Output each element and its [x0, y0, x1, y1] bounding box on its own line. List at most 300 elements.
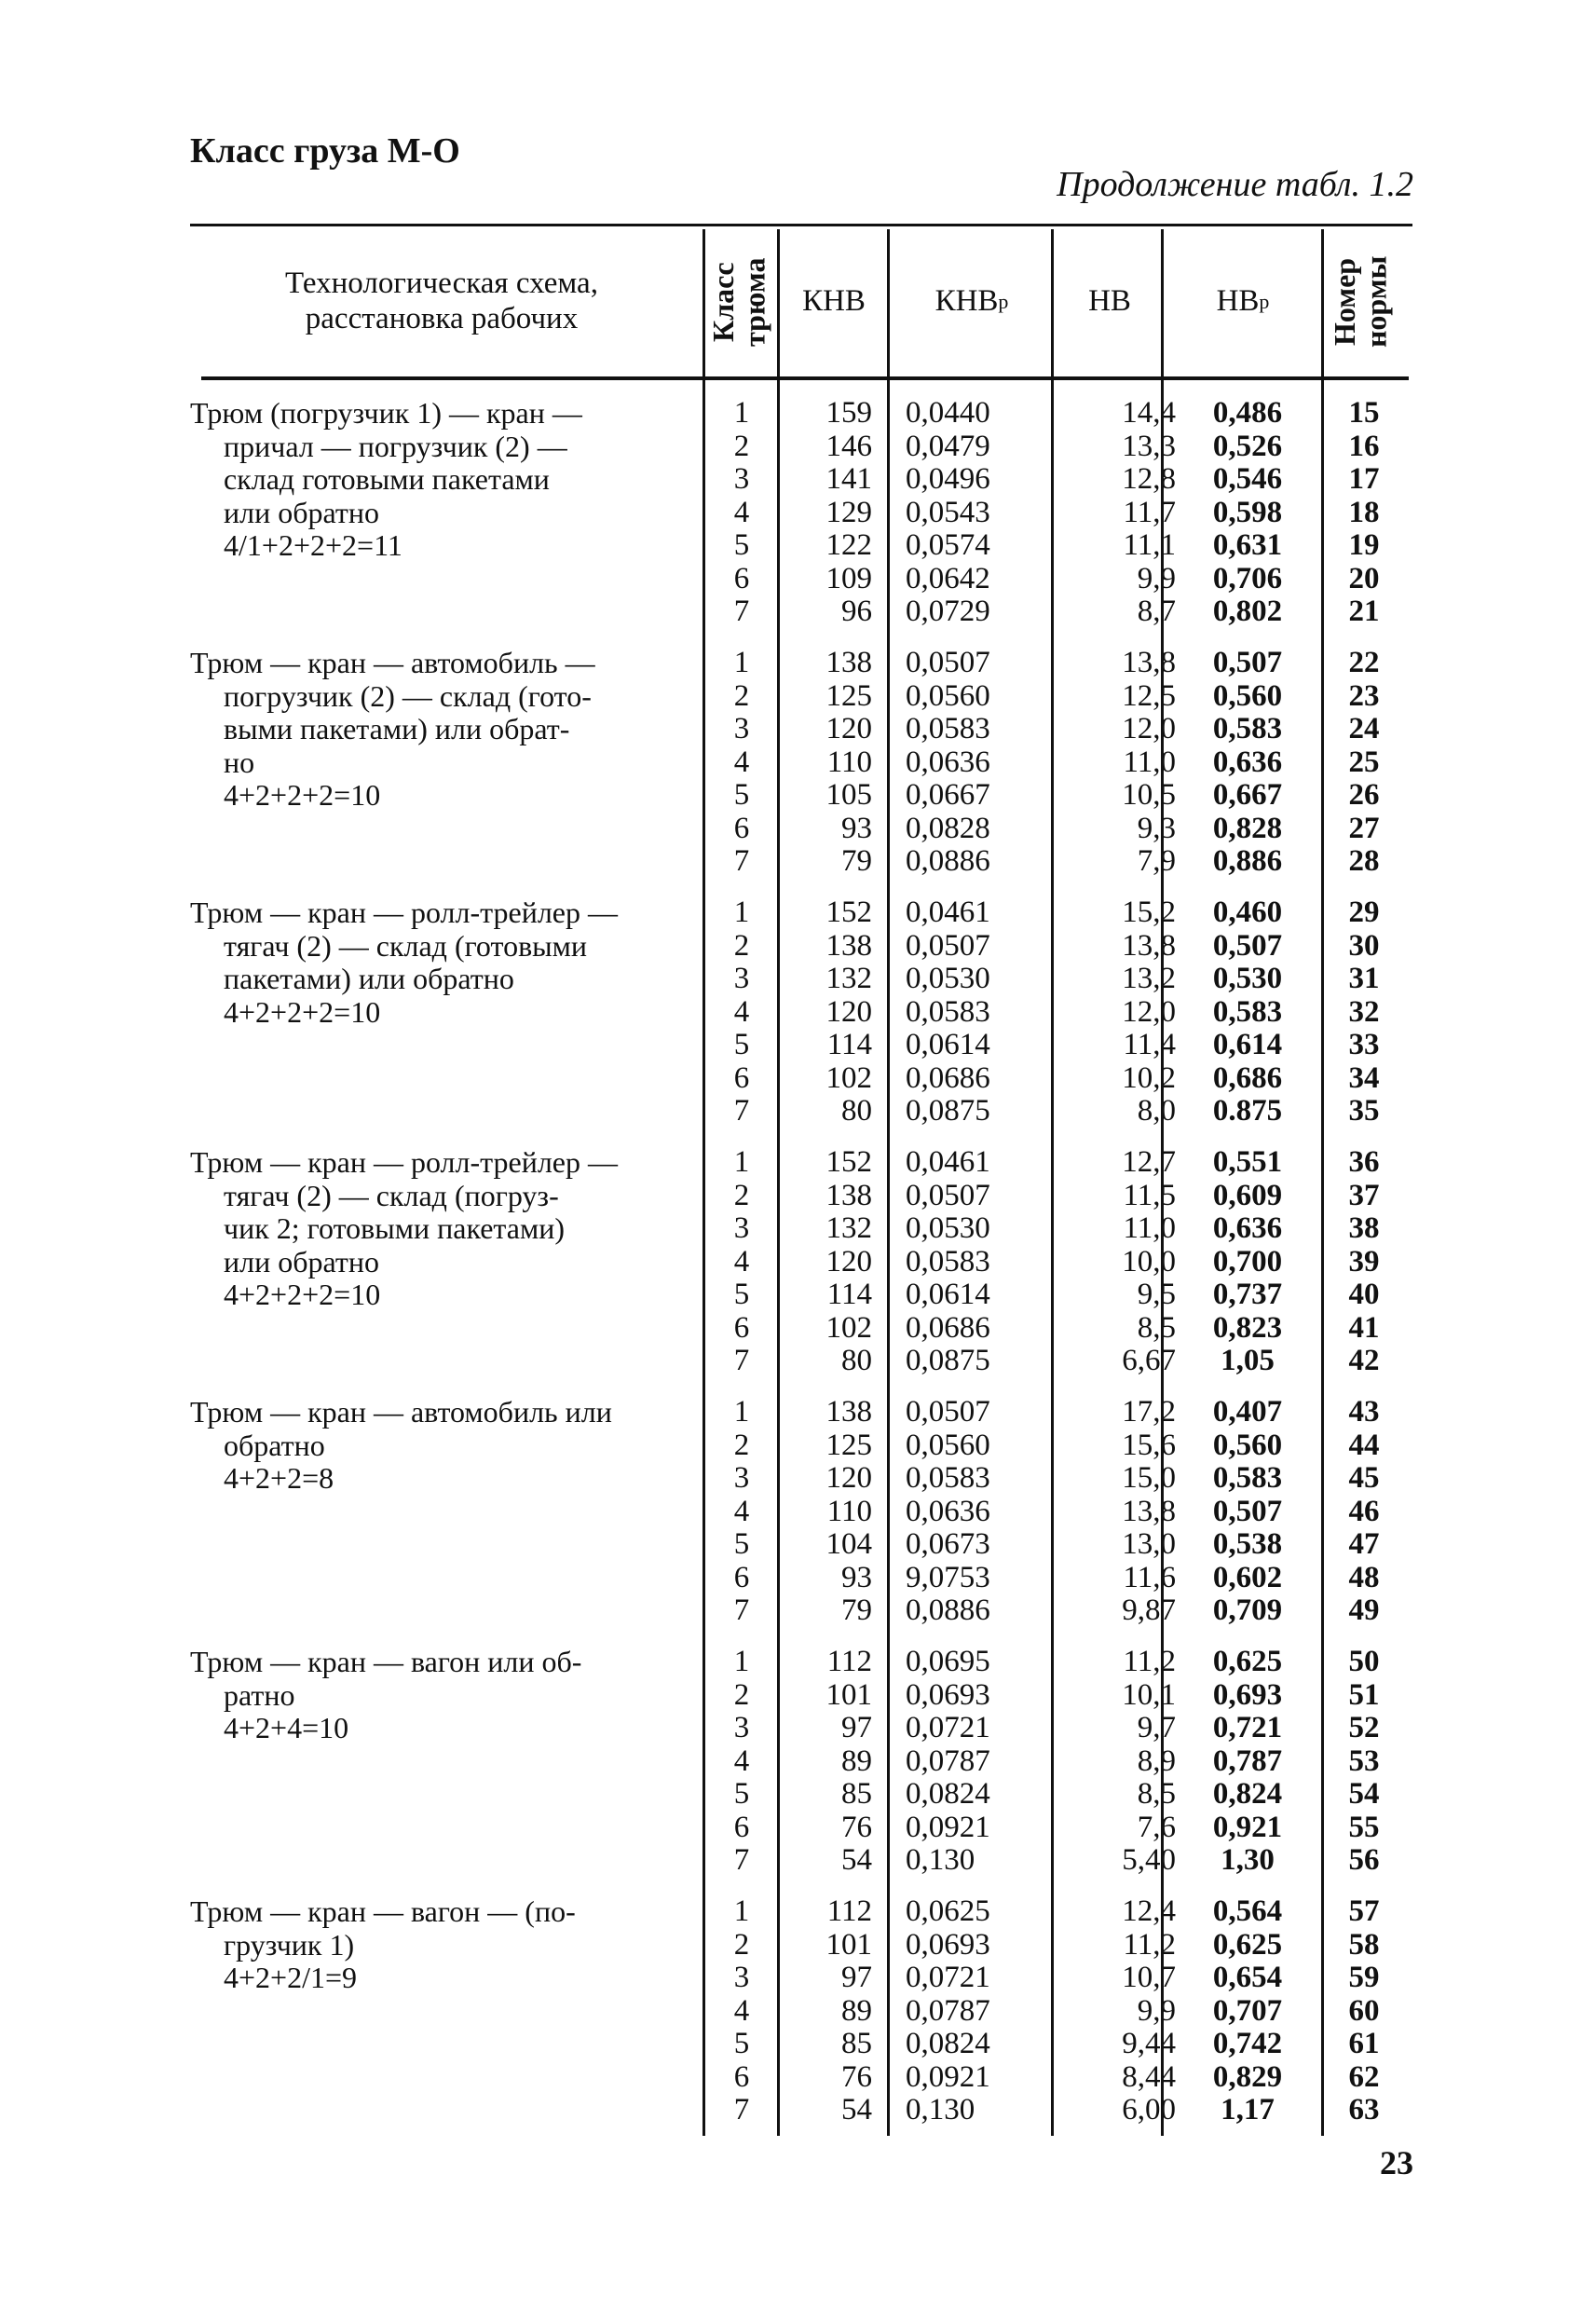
worker-formula: 4+2+2=8: [224, 1461, 334, 1495]
worker-formula: 4/1+2+2+2=11: [224, 528, 402, 562]
knv-cell: 93: [841, 811, 872, 845]
nv-cell: 12,8: [1122, 462, 1176, 496]
scheme-group: [190, 1888, 1412, 2138]
hold-class-cell: 4: [733, 1744, 750, 1778]
nvr-column: [1181, 1646, 1314, 1878]
nv-cell: 10,5: [1122, 778, 1176, 812]
norm-number-cell: 20: [1348, 561, 1380, 595]
knv-cell: 138: [825, 1395, 872, 1429]
nv-cell: 8,5: [1137, 1777, 1176, 1811]
hold-class-cell: 2: [733, 1927, 750, 1962]
header-hold-class-text: Класс трюма: [706, 257, 771, 347]
nv-column: [1066, 1146, 1176, 1378]
nvr-cell: 0,802: [1212, 595, 1283, 628]
table-header: [190, 227, 1412, 376]
hold-class-cell: 3: [733, 1211, 750, 1245]
norm-number-cell: 32: [1348, 994, 1380, 1029]
nv-cell: 11,5: [1123, 1178, 1176, 1212]
nvr-cell: 0,787: [1212, 1744, 1283, 1778]
hold-class-cell: 6: [733, 1060, 750, 1095]
nvr-cell: 0.875: [1212, 1094, 1283, 1128]
knvr-cell: 0,0530: [906, 962, 990, 995]
worker-formula: 4+2+2+2=10: [224, 1278, 381, 1311]
hold-class-cell: 7: [733, 1094, 750, 1128]
norm-number-cell: 23: [1348, 678, 1380, 713]
knvr-column: [906, 1146, 1051, 1378]
nv-cell: 10,7: [1122, 1961, 1176, 1994]
norm-number-cell: 52: [1348, 1711, 1380, 1744]
hold-class-cell: 7: [733, 1843, 750, 1877]
header-nv: НВ: [1088, 284, 1131, 319]
header-hold-class: [708, 227, 773, 376]
scheme-group: [190, 889, 1412, 1139]
nvr-cell: 0,625: [1212, 1927, 1283, 1962]
knvr-column: [906, 1895, 1051, 2127]
header-rule: [201, 376, 1409, 380]
knvr-cell: 0,0530: [906, 1211, 990, 1245]
hold-class-cell: 6: [733, 811, 750, 845]
knv-cell: 110: [826, 1494, 872, 1528]
nv-cell: 8,0: [1137, 1094, 1176, 1128]
scheme-text-line: грузчик 1): [224, 1927, 355, 1962]
knvr-cell: 0,0583: [906, 994, 990, 1029]
knvr-cell: 0,0921: [906, 1810, 990, 1844]
knvr-cell: 0,0673: [906, 1527, 990, 1561]
nvr-cell: 0,667: [1212, 778, 1283, 812]
knv-cell: 110: [826, 745, 872, 779]
hold-class-cell: 6: [733, 1810, 750, 1844]
norm-number-column: [1327, 896, 1401, 1128]
knv-cell: 102: [825, 1060, 872, 1095]
header-knv: КНВ: [802, 284, 866, 319]
hold-class-cell: 2: [733, 1428, 750, 1462]
norm-number-cell: 57: [1348, 1894, 1380, 1928]
knv-cell: 89: [841, 1744, 872, 1778]
hold-class-cell: 5: [733, 2027, 750, 2060]
knvr-cell: 0,0583: [906, 1244, 990, 1279]
knvr-cell: 0,0479: [906, 429, 990, 463]
knv-column: [783, 1646, 872, 1878]
nv-cell: 13,8: [1122, 928, 1176, 963]
knvr-cell: 0,0729: [906, 595, 990, 628]
knv-column: [783, 1895, 872, 2127]
norm-number-column: [1327, 397, 1401, 629]
nv-column: [1066, 896, 1176, 1128]
hold-class-cell: 3: [733, 962, 750, 995]
knv-cell: 109: [825, 561, 872, 595]
norm-number-cell: 37: [1348, 1178, 1380, 1212]
knv-cell: 146: [825, 429, 872, 463]
scheme-text-line: Трюм — кран — ролл-трейлер —: [190, 896, 618, 929]
hold-class-cell: 6: [733, 561, 750, 595]
hold-class-cell: 4: [733, 1494, 750, 1528]
scheme-text-line: тягач (2) — склад (погруз-: [224, 1178, 559, 1212]
knv-cell: 120: [825, 1461, 872, 1495]
norm-number-column: [1327, 1396, 1401, 1628]
scheme-text-line: Трюм — кран — ролл-трейлер —: [190, 1145, 618, 1179]
knvr-cell: 0,0686: [906, 1310, 990, 1345]
knv-cell: 138: [825, 928, 872, 963]
scheme-description: [190, 1146, 701, 1312]
nv-cell: 9,7: [1137, 1711, 1176, 1744]
nvr-cell: 0,625: [1212, 1645, 1283, 1678]
hold-class-cell: 7: [733, 844, 750, 878]
nvr-cell: 0,693: [1212, 1677, 1283, 1712]
knvr-cell: 0,0440: [906, 396, 990, 430]
norm-number-cell: 63: [1348, 2093, 1380, 2126]
norm-number-cell: 39: [1348, 1244, 1380, 1279]
knv-cell: 120: [825, 994, 872, 1029]
knv-cell: 79: [841, 844, 872, 878]
hold-class-cell: 1: [733, 1645, 750, 1678]
knv-cell: 54: [841, 2093, 872, 2126]
knvr-cell: 0,0921: [906, 2059, 990, 2094]
hold-class-column: [716, 1895, 768, 2127]
scheme-text-line: тягач (2) — склад (готовыми: [224, 928, 588, 963]
knvr-cell: 0,0695: [906, 1645, 990, 1678]
hold-class-cell: 4: [733, 994, 750, 1029]
norm-number-cell: 59: [1348, 1961, 1380, 1994]
norm-number-cell: 25: [1348, 745, 1380, 779]
knvr-cell: 0,0461: [906, 896, 990, 929]
hold-class-cell: 6: [733, 1310, 750, 1345]
knv-cell: 80: [841, 1344, 872, 1377]
nv-cell: 12,7: [1122, 1145, 1176, 1179]
knv-cell: 152: [825, 1145, 872, 1179]
nv-cell: 12,5: [1122, 678, 1176, 713]
header-nvr: [1165, 227, 1321, 376]
knv-cell: 76: [841, 2059, 872, 2094]
knvr-cell: 0,130: [906, 1843, 975, 1877]
nv-cell: 11,2: [1123, 1645, 1176, 1678]
scheme-text-line: Трюм — кран — автомобиль —: [190, 646, 595, 679]
nv-cell: 12,0: [1122, 994, 1176, 1029]
knvr-cell: 0,0693: [906, 1677, 990, 1712]
hold-class-cell: 1: [733, 396, 750, 430]
scheme-description: [190, 397, 701, 563]
knv-cell: 125: [825, 678, 872, 713]
hold-class-cell: 4: [733, 745, 750, 779]
norm-number-cell: 48: [1348, 1560, 1380, 1594]
scheme-text-line: но: [224, 745, 255, 779]
knv-column: [783, 1146, 872, 1378]
nvr-cell: 0,636: [1212, 745, 1283, 779]
hold-class-cell: 5: [733, 1278, 750, 1311]
nvr-cell: 0,460: [1212, 896, 1283, 929]
knv-cell: 76: [841, 1810, 872, 1844]
nv-cell: 13,8: [1122, 646, 1176, 679]
nv-cell: 13,2: [1122, 962, 1176, 995]
norm-number-cell: 33: [1348, 1028, 1380, 1061]
nv-cell: 8,44: [1122, 2059, 1176, 2094]
hold-class-cell: 5: [733, 1527, 750, 1561]
scheme-text-line: чик 2; готовыми пакетами): [224, 1211, 565, 1245]
nvr-cell: 0,829: [1212, 2059, 1283, 2094]
knv-cell: 112: [826, 1645, 872, 1678]
nv-cell: 15,0: [1122, 1461, 1176, 1495]
nv-cell: 8,7: [1137, 595, 1176, 628]
nvr-cell: 0,824: [1212, 1777, 1283, 1811]
knvr-cell: 0,0886: [906, 1593, 990, 1627]
nvr-cell: 0,583: [1212, 994, 1283, 1029]
nvr-cell: 0,507: [1212, 646, 1283, 679]
header-norm-number: [1325, 227, 1409, 376]
knv-cell: 101: [825, 1677, 872, 1712]
norm-number-cell: 28: [1348, 844, 1380, 878]
knvr-cell: 0,0875: [906, 1094, 990, 1128]
norm-number-cell: 38: [1348, 1211, 1380, 1245]
knv-cell: 159: [825, 396, 872, 430]
nv-cell: 10,1: [1122, 1677, 1176, 1712]
header-nvr-sub: р: [1259, 290, 1270, 314]
knvr-cell: 0,0507: [906, 1395, 990, 1429]
knvr-cell: 9,0753: [906, 1560, 990, 1594]
knv-cell: 152: [825, 896, 872, 929]
knv-cell: 80: [841, 1094, 872, 1128]
norm-number-cell: 41: [1348, 1310, 1380, 1345]
knv-cell: 132: [825, 1211, 872, 1245]
nvr-cell: 0,721: [1212, 1711, 1283, 1744]
norm-number-cell: 29: [1348, 896, 1380, 929]
hold-class-cell: 3: [733, 1961, 750, 1994]
hold-class-cell: 1: [733, 1395, 750, 1429]
knvr-cell: 0,0824: [906, 1777, 990, 1811]
norm-number-cell: 49: [1348, 1593, 1380, 1627]
knvr-cell: 0,0507: [906, 646, 990, 679]
norm-number-cell: 22: [1348, 646, 1380, 679]
scheme-group: [190, 639, 1412, 889]
table-continuation-note: Продолжение табл. 1.2: [1057, 165, 1413, 204]
hold-class-cell: 5: [733, 1777, 750, 1811]
knv-cell: 97: [841, 1961, 872, 1994]
knvr-cell: 0,0686: [906, 1060, 990, 1095]
knvr-cell: 0,0583: [906, 712, 990, 745]
nv-cell: 12,0: [1122, 712, 1176, 745]
knv-cell: 102: [825, 1310, 872, 1345]
nvr-cell: 0,709: [1212, 1593, 1283, 1627]
nv-column: [1066, 1895, 1176, 2127]
knvr-cell: 0,0636: [906, 745, 990, 779]
scheme-text-line: Трюм — кран — вагон — (по-: [190, 1894, 576, 1928]
knv-cell: 85: [841, 2027, 872, 2060]
scheme-text-line: или обратно: [224, 495, 379, 529]
nvr-cell: 0,407: [1212, 1395, 1283, 1429]
knvr-cell: 0,0824: [906, 2027, 990, 2060]
scheme-text-line: склад готовыми пакетами: [224, 462, 550, 496]
knvr-column: [906, 397, 1051, 629]
nv-cell: 11,0: [1123, 745, 1176, 779]
norm-number-cell: 21: [1348, 595, 1380, 628]
nv-cell: 15,6: [1122, 1428, 1176, 1462]
nv-cell: 8,5: [1137, 1310, 1176, 1345]
hold-class-column: [716, 647, 768, 879]
nv-cell: 13,3: [1122, 429, 1176, 463]
norm-number-cell: 55: [1348, 1810, 1380, 1844]
header-nvr-base: НВ: [1216, 284, 1260, 319]
header-knvr-sub: р: [998, 290, 1009, 314]
hold-class-cell: 2: [733, 429, 750, 463]
norm-number-column: [1327, 1146, 1401, 1378]
knvr-cell: 0,0625: [906, 1894, 990, 1928]
knvr-cell: 0,0496: [906, 462, 990, 496]
nv-cell: 10,0: [1122, 1244, 1176, 1279]
norm-number-cell: 44: [1348, 1428, 1380, 1462]
knv-cell: 120: [825, 712, 872, 745]
norm-number-cell: 19: [1348, 528, 1380, 562]
table-body: [190, 390, 1412, 2138]
norm-number-cell: 24: [1348, 712, 1380, 745]
nvr-cell: 0,828: [1212, 811, 1283, 845]
knv-cell: 93: [841, 1560, 872, 1594]
nvr-cell: 0,686: [1212, 1060, 1283, 1095]
nvr-cell: 0,742: [1212, 2027, 1283, 2060]
nvr-cell: 0,530: [1212, 962, 1283, 995]
nvr-cell: 0,560: [1212, 1428, 1283, 1462]
knvr-cell: 0,0787: [906, 1744, 990, 1778]
knv-cell: 125: [825, 1428, 872, 1462]
nv-column: [1066, 397, 1176, 629]
norm-number-cell: 43: [1348, 1395, 1380, 1429]
knvr-column: [906, 1396, 1051, 1628]
knv-cell: 138: [825, 1178, 872, 1212]
knvr-cell: 0,0667: [906, 778, 990, 812]
knvr-column: [906, 896, 1051, 1128]
knv-cell: 141: [825, 462, 872, 496]
nv-cell: 6,67: [1122, 1344, 1176, 1377]
page-number: 23: [1380, 2144, 1413, 2181]
knvr-cell: 0,0560: [906, 678, 990, 713]
scheme-group: [190, 1638, 1412, 1888]
knvr-cell: 0,0721: [906, 1961, 990, 1994]
norm-number-cell: 17: [1348, 462, 1380, 496]
nv-cell: 11,2: [1123, 1927, 1176, 1962]
hold-class-cell: 7: [733, 2093, 750, 2126]
nv-cell: 11,1: [1123, 528, 1176, 562]
knvr-cell: 0,0614: [906, 1278, 990, 1311]
knv-column: [783, 1396, 872, 1628]
knvr-cell: 0,0721: [906, 1711, 990, 1744]
scheme-group: [190, 1388, 1412, 1638]
nvr-column: [1181, 896, 1314, 1128]
scheme-text-line: выми пакетами) или обрат-: [224, 712, 570, 745]
nv-cell: 9,5: [1137, 1278, 1176, 1311]
knvr-cell: 0,130: [906, 2093, 975, 2126]
hold-class-column: [716, 397, 768, 629]
scheme-text-line: Трюм (погрузчик 1) — кран —: [190, 396, 582, 430]
norm-number-cell: 16: [1348, 429, 1380, 463]
hold-class-cell: 2: [733, 928, 750, 963]
nv-cell: 10,2: [1122, 1060, 1176, 1095]
nvr-cell: 0,631: [1212, 528, 1283, 562]
knvr-cell: 0,0875: [906, 1344, 990, 1377]
hold-class-cell: 3: [733, 1711, 750, 1744]
hold-class-cell: 5: [733, 528, 750, 562]
knvr-column: [906, 647, 1051, 879]
header-norm-number-text: Номер нормы: [1328, 255, 1393, 349]
knv-cell: 97: [841, 1711, 872, 1744]
nv-cell: 13,8: [1122, 1494, 1176, 1528]
nvr-cell: 0,507: [1212, 928, 1283, 963]
knv-cell: 114: [826, 1028, 872, 1061]
knvr-cell: 0,0574: [906, 528, 990, 562]
nv-cell: 17,2: [1122, 1395, 1176, 1429]
nv-cell: 13,0: [1122, 1527, 1176, 1561]
knvr-cell: 0,0507: [906, 928, 990, 963]
knv-column: [783, 647, 872, 879]
nv-cell: 15,2: [1122, 896, 1176, 929]
nv-column: [1066, 1396, 1176, 1628]
knvr-cell: 0,0886: [906, 844, 990, 878]
nvr-cell: 0,564: [1212, 1894, 1283, 1928]
header-knvr-base: КНВ: [934, 284, 999, 319]
scheme-text-line: причал — погрузчик (2) —: [224, 429, 567, 463]
hold-class-cell: 2: [733, 1178, 750, 1212]
nv-cell: 11,0: [1123, 1211, 1176, 1245]
nvr-cell: 0,823: [1212, 1310, 1283, 1345]
nvr-column: [1181, 647, 1314, 879]
knv-cell: 85: [841, 1777, 872, 1811]
worker-formula: 4+2+4=10: [224, 1711, 349, 1744]
cargo-class-title: Класс груза М-О: [190, 131, 460, 171]
scheme-text-line: погрузчик (2) — склад (гото-: [224, 678, 592, 713]
scheme-text-line: обратно: [224, 1428, 325, 1462]
nvr-cell: 0,700: [1212, 1244, 1283, 1279]
nv-cell: 9,87: [1122, 1593, 1176, 1627]
norm-number-cell: 26: [1348, 778, 1380, 812]
norm-number-cell: 15: [1348, 396, 1380, 430]
hold-class-cell: 5: [733, 778, 750, 812]
hold-class-cell: 2: [733, 678, 750, 713]
scheme-description: [190, 647, 701, 813]
norm-number-cell: 45: [1348, 1461, 1380, 1495]
norm-number-cell: 30: [1348, 928, 1380, 963]
knv-cell: 132: [825, 962, 872, 995]
hold-class-cell: 1: [733, 1145, 750, 1179]
norm-number-cell: 46: [1348, 1494, 1380, 1528]
norm-number-cell: 56: [1348, 1843, 1380, 1877]
nv-cell: 11,7: [1123, 495, 1176, 529]
nv-cell: 11,6: [1123, 1560, 1176, 1594]
worker-formula: 4+2+2/1=9: [224, 1961, 358, 1994]
scheme-text-line: ратно: [224, 1677, 295, 1712]
nvr-cell: 0,551: [1212, 1145, 1283, 1179]
nv-column: [1066, 647, 1176, 879]
norm-number-cell: 54: [1348, 1777, 1380, 1811]
hold-class-cell: 4: [733, 495, 750, 529]
nvr-cell: 0,583: [1212, 712, 1283, 745]
norm-number-cell: 47: [1348, 1527, 1380, 1561]
scheme-group: [190, 1139, 1412, 1388]
nvr-column: [1181, 397, 1314, 629]
hold-class-cell: 3: [733, 712, 750, 745]
norm-number-cell: 42: [1348, 1344, 1380, 1377]
knvr-cell: 0,0507: [906, 1178, 990, 1212]
knvr-cell: 0,0543: [906, 495, 990, 529]
nv-cell: 9,9: [1137, 1993, 1176, 2028]
nvr-cell: 0,546: [1212, 462, 1283, 496]
knvr-cell: 0,0642: [906, 561, 990, 595]
nvr-cell: 1,30: [1221, 1843, 1275, 1877]
nvr-cell: 0,583: [1212, 1461, 1283, 1495]
nvr-cell: 0,526: [1212, 429, 1283, 463]
knv-cell: 89: [841, 1993, 872, 2028]
norm-number-cell: 61: [1348, 2027, 1380, 2060]
nvr-column: [1181, 1895, 1314, 2127]
hold-class-cell: 6: [733, 2059, 750, 2094]
scheme-text-line: или обратно: [224, 1244, 379, 1279]
knvr-cell: 0,0693: [906, 1927, 990, 1962]
nvr-column: [1181, 1396, 1314, 1628]
